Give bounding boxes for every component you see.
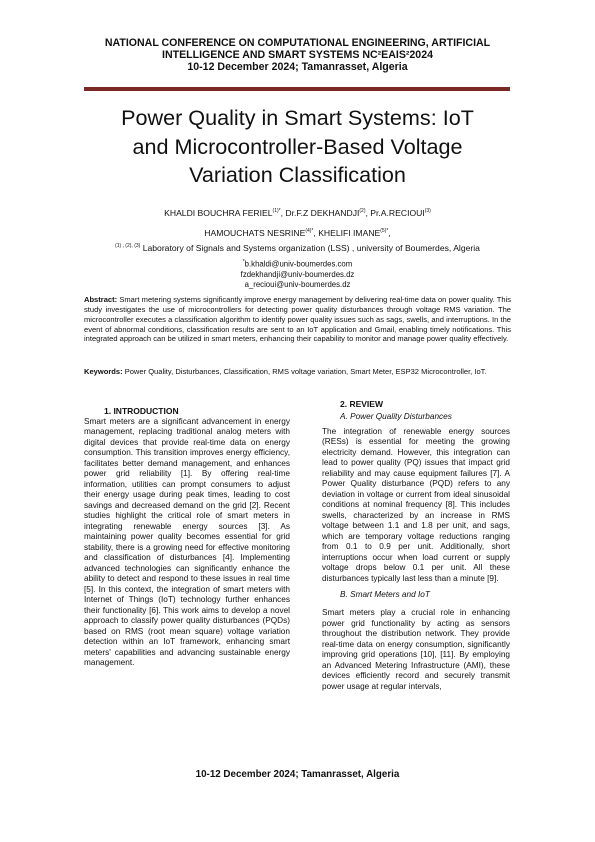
authors-line-2: HAMOUCHATS $NESRINE^{(4)*}$, KHELIFI $IMANE^{(5)*}$,: [204, 227, 391, 238]
subsection-heading-power-quality: A. Power Quality Disturbances: [340, 412, 452, 421]
page-footer: 10-12 December 2024; Tamanrasset, Algeria: [195, 769, 400, 780]
author-sup: (5)*: [380, 227, 389, 234]
abstract-label: Abstract:: [84, 295, 118, 304]
abstract: [84, 295, 511, 344]
smart-meters-paragraph: Smart meters play a crucial role in enhancing power grid functionality by acting as sensors throughout the distribution network. They provide real-time data on energy consumption, significantly improving grid operations [10], [11]. By employing an Advanced Metering Infrastructure (AMI), these devices efficiently record and securely transmit power usage at regular intervals,: [322, 608, 510, 691]
email-3: a_recioui@univ-boumerdes.dz: [244, 279, 351, 289]
conference-line-1: NATIONAL CONFERENCE ON COMPUTATIONAL ENGINEERING, ARTIFICIAL: [104, 37, 491, 49]
title-line-3: Variation Classification: [189, 162, 406, 187]
keywords-label: Keywords:: [84, 367, 123, 376]
affiliation-text: Laboratory of Signals and Systems organization (LSS) , university of Boumerdes, Algeria: [142, 242, 480, 253]
introduction-paragraph: Smart meters are a significant advancement in energy management, replacing traditional analog meters with digital devices that provide real-time data on energy consumption. This transition improves energy efficiency, facilitates better demand management, and enhances power grid reliability [1]. By offering real-time information, utilities can prompt consumers to adjust their energy usage during peak times, leading to cost savings and decreased demand on the grid [2]. Recent studies highlight the critical role of smart meters in integrating renewable energy sources [3]. As maintaining power quality becomes essential for grid stability, there is a growing need for effective monitoring and classification of disturbances [4]. Implementing advanced technologies can significantly enhance the ability to detect and respond to these issues in real time [5]. In this context, the integration of smart meters with Internet of Things (IoT) technology further enhances their functionality [6]. This work aims to develop a novel approach to classify power quality disturbances (PQDs) based on RMS (root mean square) voltage variation detection within an IoT framework, enhancing smart meters' capabilities and advancing sustainable energy management.: [84, 417, 290, 668]
email-text: b.khaldi@univ-boumerdes.com: [244, 259, 353, 269]
title-line-1: Power Quality in Smart Systems: IoT: [121, 105, 474, 130]
email-2: fzdekhandji@univ-boumerdes.dz: [240, 269, 355, 279]
conference-line-2: INTELLIGENCE AND SMART SYSTEMS NC²EAIS²2024: [162, 49, 433, 62]
author-name: HAMOUCHATS NESRINE: [204, 227, 306, 238]
email-list: [60, 257, 535, 290]
left-column: [84, 406, 290, 669]
author-sup: (4)*: [305, 227, 314, 234]
author-sup: (2): [359, 208, 366, 214]
right-column: [322, 399, 510, 692]
author-sup: (1)*: [272, 208, 281, 214]
conference-line-3: 10-12 December 2024; Tamanrasset, Algeria: [187, 61, 408, 74]
section-heading-introduction: 1. INTRODUCTION: [104, 406, 179, 416]
email-1: [60, 257, 535, 270]
title-line-2: and Microcontroller-Based Voltage: [132, 133, 463, 159]
author-sup: (3): [424, 208, 431, 214]
keywords: [84, 367, 511, 377]
affiliation-sup: (1) , (2), (3): [115, 243, 141, 250]
author-block: [60, 205, 535, 290]
conference-header: [0, 37, 595, 74]
section-heading-review: 2. REVIEW: [340, 399, 383, 409]
header-divider: [84, 87, 510, 91]
email-sup: *: [242, 258, 245, 265]
author-name: Pr.A.RECIOUI: [370, 207, 425, 218]
paper-title: [70, 104, 525, 190]
author-name: Dr.F.Z DEKHANDJI: [285, 207, 360, 218]
subsection-heading-smart-meters: B. Smart Meters and IoT: [340, 590, 430, 600]
author-name: KHALDI BOUCHRA FERIEL: [164, 207, 273, 218]
keywords-text: Power Quality, Disturbances, Classification, RMS voltage variation, Smart Meter, ESP32 Microcontroller, IoT.: [124, 367, 487, 376]
author-name: KHELIFI IMANE: [318, 227, 381, 238]
authors-line-1: KHALDI BOUCHRA $FERIEL^{(1)*}$, Dr.F.Z DEKHANDJI$^{(2)}$, Pr.A.RECIOUI$^{(3)}$: [164, 207, 431, 218]
power-quality-paragraph: The integration of renewable energy sources (RESs) is essential for meeting the growing electricity demand. However, this integration can lead to power quality (PQ) issues that impact grid reliability and may cause equipment failures [7]. A Power Quality disturbance (PQD) refers to any deviation in voltage or current from ideal sinusoidal conditions at nominal frequency [8]. This includes swells, characterized by an increase in RMS voltage between 1.1 and 1.8 per unit, and sags, which are temporary voltage reductions ranging from 0.1 to 0.9 per unit. Additionally, short interruptions occur when load current or supply voltage drops below 0.1 per unit. All these disturbances typically last less than a minute [9].: [322, 427, 510, 583]
abstract-text: Smart metering systems significantly improve energy management by delivering real-time data on power quality. This study investigates the use of microcontrollers for detecting power quality disturbances through voltage RMS variation. The microcontroller executes a classification algorithm to identify power quality issues such as sags, swells, and interruptions. In the event of abnormal conditions, classification results are sent to an IoT application and Gmail, enabling timely notifications. This integrated approach can be utilized in smart meters, enhancing their capability to monitor and manage power quality effectively.: [84, 295, 511, 344]
affiliation: [60, 240, 535, 255]
